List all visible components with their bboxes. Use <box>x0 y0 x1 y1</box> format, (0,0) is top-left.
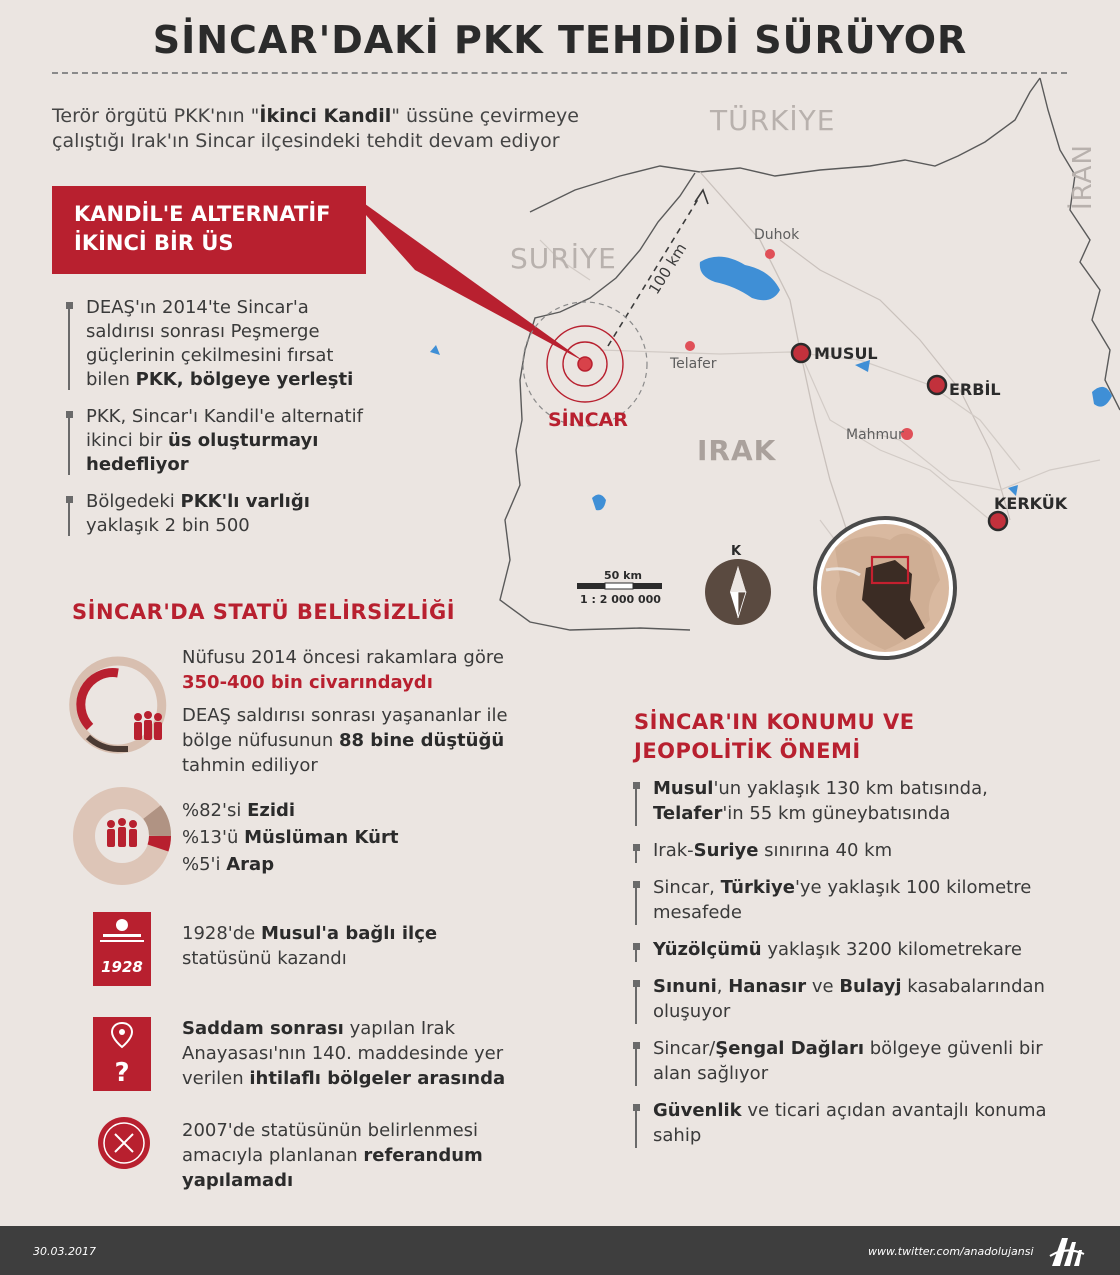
konum-section-title: SİNCAR'IN KONUMU VE JEOPOLİTİK ÖNEMİ <box>634 710 915 763</box>
bullet-icon <box>633 1104 640 1111</box>
list-item: Irak-Suriye sınırına 40 km <box>635 838 1055 863</box>
label-erbil: ERBİL <box>949 380 1001 399</box>
svg-text:?: ? <box>114 1058 130 1088</box>
callout-line-1: KANDİL'E ALTERNATİF <box>74 202 331 226</box>
label-duhok: Duhok <box>754 227 800 243</box>
lake-small <box>592 494 606 510</box>
label-turkiye: TÜRKİYE <box>710 104 836 137</box>
list-item: DEAŞ'ın 2014'te Sincar'a saldırısı sonrası Peşmerge güçlerinin çekilmesini fırsat bilen PKK, bölgeye yerleşti <box>68 296 368 392</box>
building-icon <box>93 912 151 952</box>
label-telafer: Telafer <box>670 356 717 372</box>
population-stat: Nüfusu 2014 öncesi rakamlara göre 350-400 bin civarındaydı DEAŞ saldırısı sonrası yaşananlar ile bölge nüfusunun 88 bine düştüğü tahmin ediliyor <box>182 647 508 776</box>
label-suriye: SURİYE <box>510 242 617 275</box>
lake-small-2 <box>1092 387 1112 407</box>
label-sincar: SİNCAR <box>548 409 628 431</box>
erbil-marker <box>928 376 946 394</box>
bullet-icon <box>633 943 640 950</box>
bullet-icon <box>66 496 73 503</box>
telafer-marker <box>685 341 695 351</box>
right-bullet-list <box>635 776 1055 1160</box>
disputed-badge <box>93 1017 151 1091</box>
list-item: Yüzölçümü yaklaşık 3200 kilometrekare <box>635 937 1055 962</box>
year-badge-text: 1928 <box>101 958 143 976</box>
bullet-icon <box>66 411 73 418</box>
bullet-icon <box>633 980 640 987</box>
bullet-icon <box>633 881 640 888</box>
label-musul: MUSUL <box>814 344 878 363</box>
scale-ratio: 1 : 2 000 000 <box>580 593 661 606</box>
list-item: Sincar, Türkiye'ye yaklaşık 100 kilometre mesafede <box>635 875 1055 925</box>
year-1928-stat: 1928'de Musul'a bağlı ilçe statüsünü kazandı <box>182 923 438 969</box>
label-kerkuk: KERKÜK <box>994 494 1068 513</box>
saddam-stat: Saddam sonrası yapılan Irak Anayasası'nın 140. maddesinde yer verilen ihtilaflı bölgeler arasında <box>182 1018 506 1089</box>
ethnic-donut-icon <box>72 786 172 886</box>
list-item: Musul'un yaklaşık 130 km batısında, Telafer'in 55 km güneybatısında <box>635 776 1055 826</box>
kerkuk-marker <box>989 512 1007 530</box>
mosul-dam-lake <box>700 257 780 301</box>
iran-border <box>1040 78 1120 410</box>
duhok-marker <box>765 249 775 259</box>
page-subtitle: Terör örgütü PKK'nın "İkinci Kandil" üssüne çevirmeye çalıştığı Irak'ın Sincar ilçesindeki tehdit devam ediyor <box>52 105 579 152</box>
bullet-icon <box>633 1042 640 1049</box>
list-item: Güvenlik ve ticari açıdan avantajlı konuma sahip <box>635 1098 1055 1148</box>
scale-distance: 50 km <box>604 569 642 582</box>
location-question-icon <box>93 1017 151 1091</box>
list-item: Sınuni, Hanasır ve Bulayj kasabalarından oluşuyor <box>635 974 1055 1024</box>
population-gauge-icon <box>68 655 168 755</box>
bullet-icon <box>66 302 73 309</box>
label-iran: İRAN <box>1068 144 1098 210</box>
anadolu-logo-icon <box>1046 1232 1086 1270</box>
distance-label: 100 km <box>645 239 691 298</box>
bullet-icon <box>633 844 640 851</box>
status-section-title: SİNCAR'DA STATÜ BELİRSİZLİĞİ <box>72 600 456 624</box>
compass-label: K <box>731 544 742 559</box>
turkey-border <box>530 78 1040 212</box>
label-irak: IRAK <box>697 434 777 467</box>
referendum-stat: 2007'de statüsünün belirlenmesi amacıyla planlanan referandum yapılamadı <box>182 1120 483 1191</box>
list-item: PKK, Sincar'ı Kandil'e alternatif ikinci bir üs oluşturmayı hedefliyor <box>68 405 368 477</box>
page-title: SİNCAR'DAKİ PKK TEHDİDİ SÜRÜYOR <box>152 18 968 62</box>
musul-marker <box>792 344 810 362</box>
title-divider <box>52 72 1067 74</box>
footer-twitter-link[interactable]: www.twitter.com/anadolujansi <box>868 1245 1034 1258</box>
label-mahmur: Mahmur <box>846 427 904 443</box>
bullet-icon <box>633 782 640 789</box>
cancel-icon <box>96 1115 152 1171</box>
left-bullet-list <box>68 296 368 551</box>
list-item: Bölgedeki PKK'lı varlığı yaklaşık 2 bin 500 <box>68 490 368 538</box>
callout-box <box>52 186 366 274</box>
callout-line-2: İKİNCİ BİR ÜS <box>74 231 234 255</box>
year-1928-badge <box>93 912 151 986</box>
list-item: Sincar/Şengal Dağları bölgeye güvenli bir alan sağlıyor <box>635 1036 1055 1086</box>
footer-date: 30.03.2017 <box>33 1245 96 1258</box>
sincar-marker <box>578 357 592 371</box>
ethnic-stat: %82'si Ezidi %13'ü Müslüman Kürt %5'i Arap <box>182 800 399 875</box>
